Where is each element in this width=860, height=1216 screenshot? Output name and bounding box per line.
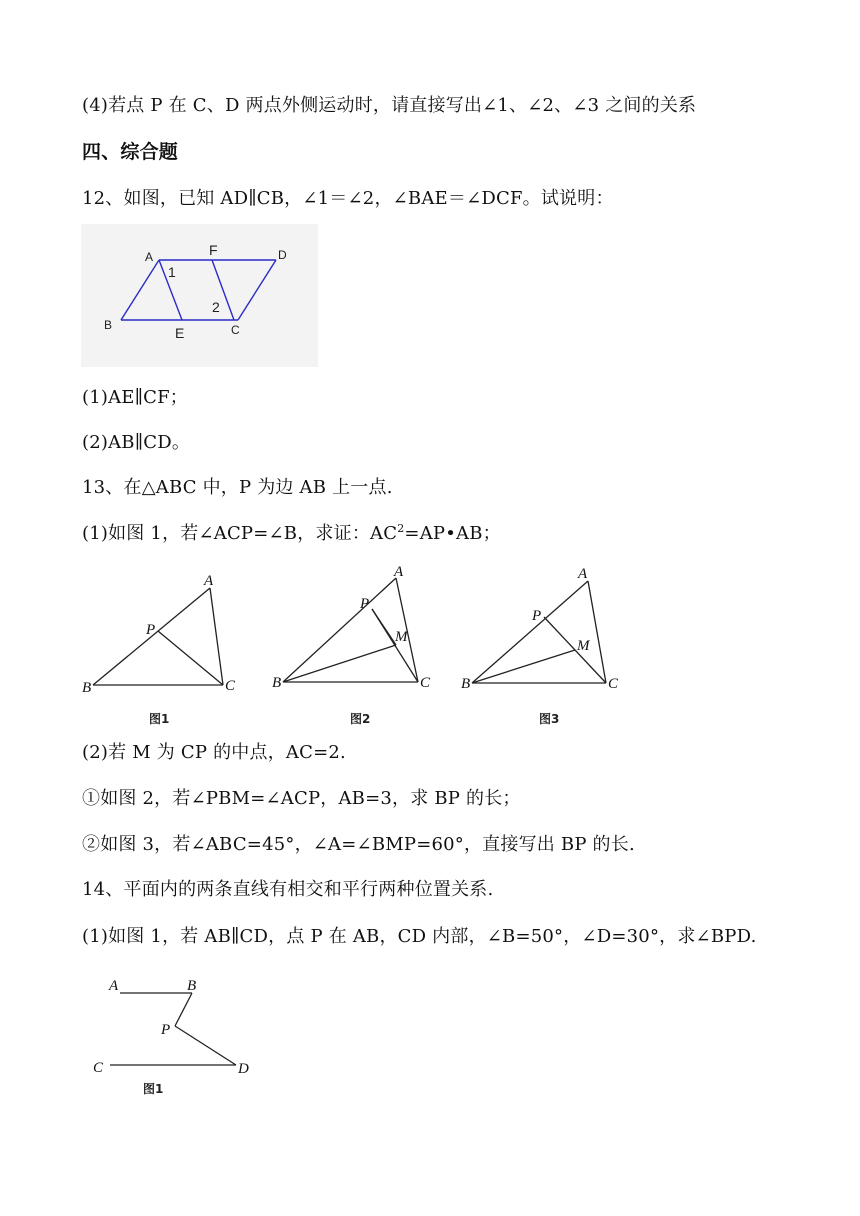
label-B: B (82, 680, 92, 696)
q13-stem: 13、在△ABC 中，P 为边 AB 上一点. (82, 477, 393, 498)
q14-stem: 14、平面内的两条直线有相交和平行两种位置关系. (82, 879, 494, 900)
label-P: P (146, 622, 156, 638)
caption: 图2 (350, 712, 371, 726)
label-C: C (420, 675, 431, 691)
caption: 图1 (149, 712, 170, 726)
caption: 图3 (539, 712, 560, 726)
segment-PD (175, 1026, 236, 1065)
label-C: C (93, 1060, 104, 1076)
q13-figure-2 (272, 566, 442, 730)
q12-part2: (2)AB∥CD。 (82, 432, 191, 453)
label-A: A (394, 566, 404, 580)
segment-BM (472, 650, 575, 683)
angle-1-label: 1 (168, 264, 176, 280)
q13-part1 (82, 521, 501, 547)
label-E: E (175, 325, 185, 341)
caption: 图1 (143, 1082, 164, 1096)
segment-PM (372, 609, 396, 645)
q12-figure (81, 224, 318, 367)
segment-BM (283, 645, 396, 682)
q13-part1-text: (1)如图 1，若∠ACP=∠B，求证：AC (82, 523, 398, 544)
q14-part1: (1)如图 1，若 AB∥CD，点 P 在 AB，CD 内部，∠B=50°，∠D=30°，求∠BPD. (82, 926, 757, 947)
label-B: B (104, 318, 113, 332)
q13-part2-2: ②如图 3，若∠ABC=45°，∠A=∠BMP=60°，直接写出 BP 的长. (82, 834, 635, 855)
label-F: F (209, 242, 218, 258)
label-C: C (231, 323, 240, 337)
q13-part2-1: ①如图 2，若∠PBM=∠ACP，AB=3，求 BP 的长； (82, 788, 521, 809)
label-C: C (608, 676, 619, 692)
label-C: C (225, 678, 236, 694)
q14-figure (88, 970, 268, 1100)
label-D: D (238, 1061, 249, 1077)
label-A: A (578, 566, 588, 582)
q13-figure-1 (80, 566, 250, 730)
q12-figure-bg (81, 224, 318, 367)
label-A: A (145, 250, 154, 264)
label-M: M (395, 629, 408, 645)
side-AB (283, 578, 396, 682)
label-B: B (187, 978, 197, 994)
label-D: D (278, 248, 287, 262)
q13-part1-tail: =AP•AB； (404, 523, 501, 544)
side-AC (588, 581, 606, 683)
segment-BP (175, 993, 192, 1026)
q12-stem: 12、如图，已知 AD∥CB，∠1＝∠2，∠BAE＝∠DCF。试说明： (82, 188, 614, 209)
q12-part1: (1)AE∥CF； (82, 387, 189, 408)
side-AC (210, 588, 223, 685)
label-A: A (204, 573, 214, 589)
label-B: B (272, 675, 282, 691)
q11-part4: (4)若点 P 在 C、D 两点外侧运动时，请直接写出∠1、∠2、∠3 之间的关系 (82, 95, 697, 116)
q13-part2: (2)若 M 为 CP 的中点，AC=2. (82, 742, 346, 763)
section-heading: 四、综合题 (82, 141, 179, 163)
label-P: P (161, 1022, 171, 1038)
angle-2-label: 2 (212, 299, 220, 315)
label-P: P (360, 596, 370, 612)
label-M: M (577, 638, 590, 654)
segment-PC (158, 631, 223, 685)
label-A: A (109, 978, 119, 994)
label-P: P (532, 608, 542, 624)
label-B: B (461, 676, 471, 692)
q13-part1-exponent: 2 (397, 522, 405, 535)
q13-figure-3 (460, 566, 630, 730)
side-AB (472, 581, 588, 683)
